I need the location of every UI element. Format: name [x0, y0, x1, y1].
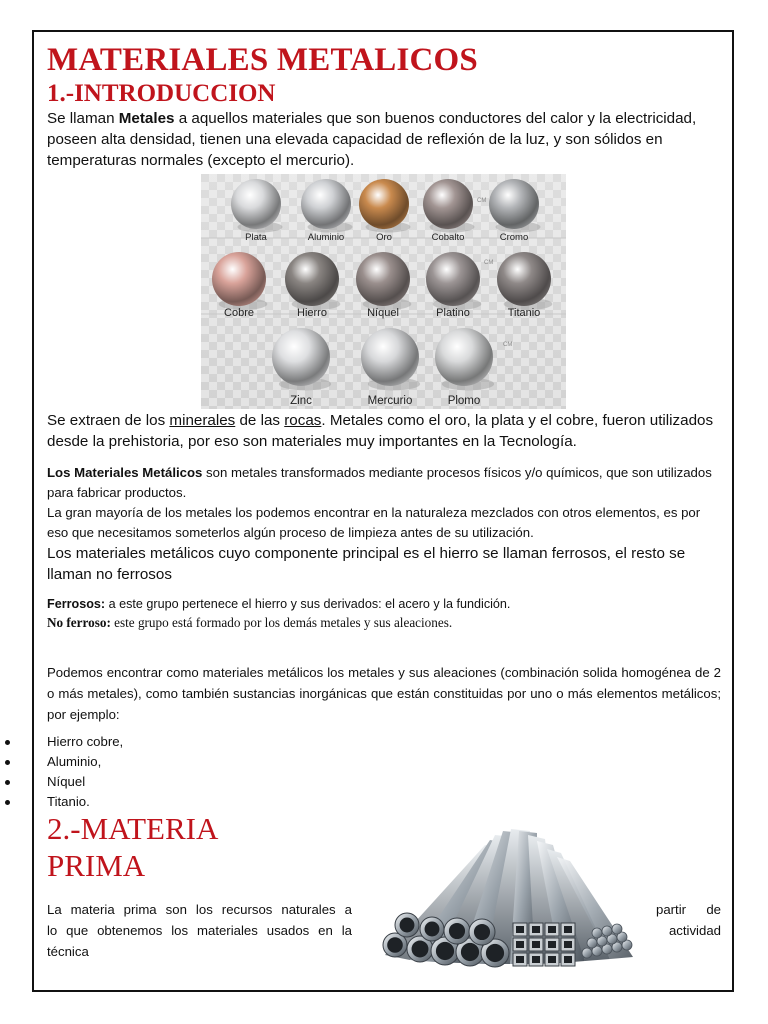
square-tube-hole: [564, 941, 572, 948]
materiales-paragraph: [47, 463, 722, 503]
bullet-icon: [5, 740, 10, 745]
bullet-icon: [5, 760, 10, 765]
metals-spheres-graphic: [201, 174, 566, 409]
text-line: partir de: [656, 902, 721, 917]
mayoria-paragraph: La gran mayoría de los metales los podemos encontrar en la naturaleza mezclados con otros elementos, es por eso que necesitamos someterlos algún proceso de limpieza antes de su utilización.: [47, 505, 701, 540]
rod-end: [582, 948, 592, 958]
metal-sphere: [272, 328, 330, 386]
materia-prima-left-text: [47, 899, 352, 962]
square-tube-hole: [548, 956, 556, 963]
pipe-hole: [474, 924, 490, 940]
pipe-hole: [412, 941, 429, 958]
pipe-hole: [387, 937, 403, 953]
section-heading-introduccion: 1.-INTRODUCCION: [47, 80, 276, 107]
heading-line: PRIMA: [47, 848, 146, 883]
square-tube-hole: [564, 926, 572, 933]
noferroso-text: este grupo está formado por los demás metales y sus aleaciones.: [110, 615, 453, 630]
pipe-hole: [425, 922, 440, 937]
metal-label: Oro: [376, 232, 392, 243]
document-title: MATERIALES METALICOS: [47, 42, 478, 78]
ferrosos-line: [47, 595, 722, 613]
metal-sphere: [356, 252, 410, 306]
metal-sphere: [212, 252, 266, 306]
extraction-paragraph: [47, 410, 727, 452]
pipe-hole: [436, 942, 454, 960]
metals-spheres-image: [201, 174, 566, 409]
rod-end: [587, 938, 597, 948]
list-item: [0, 752, 123, 772]
ferrosos-label: Ferrosos:: [47, 597, 106, 611]
metal-sphere: [359, 179, 409, 229]
pipe-hole: [486, 944, 504, 962]
cm-label: CM: [477, 198, 487, 204]
square-tube-hole: [516, 956, 524, 963]
rod-end: [602, 926, 612, 936]
ferrosos-text: a este grupo pertenece el hierro y sus derivados: el acero y la fundición.: [105, 597, 511, 611]
heading-line: 2.-MATERIA: [47, 811, 219, 846]
materiales-rest: son metales transformados mediante procesos físicos y/o químicos, que son utilizados para fabricar productos.: [47, 465, 712, 500]
rocas-link[interactable]: rocas: [284, 412, 322, 429]
metal-label: Platino: [436, 307, 470, 319]
metal-sphere: [301, 179, 351, 229]
metal-label: Hierro: [297, 307, 327, 319]
minerales-link[interactable]: minerales: [169, 412, 236, 429]
metal-sphere: [426, 252, 480, 306]
materiales-bold: Los Materiales Metálicos: [47, 465, 203, 480]
text-line: lo que obtenemos los materiales usados en la: [47, 923, 352, 938]
list-item-text: Aluminio,: [47, 754, 102, 769]
metal-sphere: [231, 179, 281, 229]
square-tube-hole: [516, 941, 524, 948]
metal-label: Níquel: [367, 307, 399, 319]
text-line: La materia prima son los recursos naturales a: [47, 902, 352, 917]
metal-sphere: [435, 328, 493, 386]
list-item: [0, 732, 123, 752]
steel-pipes-image: [365, 825, 647, 983]
section-heading-materia-prima: [47, 810, 218, 884]
metal-label: Plomo: [447, 395, 481, 407]
metal-label: Plata: [245, 232, 267, 243]
cm-label: CM: [503, 342, 513, 348]
bullet-icon: [5, 780, 10, 785]
text-line: actividad: [668, 923, 721, 938]
text-line: técnica: [47, 944, 89, 959]
rod-end: [612, 924, 622, 934]
metal-sphere: [361, 328, 419, 386]
list-item-text: Titanio.: [47, 794, 90, 809]
extract-t2: de las: [235, 412, 285, 429]
metal-examples-list: [0, 732, 123, 812]
pipe-hole: [461, 943, 479, 961]
metal-label: Titanio: [507, 307, 541, 319]
extract-t3: . Metales como el oro, la plata y el cobre, fueron utilizados desde la prehistoria, por eso son materiales muy importantes en la Tecnología.: [47, 412, 714, 450]
metal-label: Cobre: [224, 307, 254, 319]
square-tube-hole: [532, 926, 540, 933]
intro-paragraph: [47, 108, 727, 171]
square-tube-hole: [516, 926, 524, 933]
pipe-hole: [400, 918, 415, 933]
pipe-hole: [449, 923, 465, 939]
bullet-icon: [5, 800, 10, 805]
intro-bold-metales: Metales: [118, 110, 175, 127]
ferrosos-definition-paragraph: Los materiales metálicos cuyo componente principal es el hierro se llaman ferrosos, el resto se llaman no ferrosos: [47, 545, 686, 583]
list-item-text: Níquel: [47, 774, 86, 789]
metal-sphere: [497, 252, 551, 306]
square-tube-hole: [548, 941, 556, 948]
materia-prima-right-text: [656, 899, 721, 941]
cm-label: CM: [484, 260, 494, 266]
metal-label: Cobalto: [431, 232, 465, 243]
list-item-text: Hierro cobre,: [47, 734, 124, 749]
square-tube-hole: [532, 956, 540, 963]
list-item: [0, 772, 123, 792]
metal-sphere: [489, 179, 539, 229]
metal-label: Zinc: [290, 395, 312, 407]
intro-post: a aquellos materiales que son buenos conductores del calor y la electricidad, poseen alta densidad, tienen una elevada capacidad de reflexión de la luz, y son sólidos en temperaturas normales (excepto el mercurio).: [47, 110, 697, 169]
rod-end: [592, 928, 602, 938]
square-tube-hole: [564, 956, 572, 963]
metal-label: Aluminio: [307, 232, 345, 243]
metal-sphere: [285, 252, 339, 306]
steel-pipes-graphic: [365, 825, 647, 983]
intro-pre: Se llaman: [47, 110, 119, 127]
noferroso-line: [47, 614, 722, 632]
square-tube-hole: [532, 941, 540, 948]
extract-t1: Se extraen de los: [47, 412, 170, 429]
podemos-paragraph: Podemos encontrar como materiales metálicos los metales y sus aleaciones (combinación solida homogénea de 2 o más metales), como también sustancias inorgánicas que están constituidas por uno o más elementos metálicos; por ejemplo:: [47, 665, 721, 722]
noferroso-label: No ferroso:: [47, 615, 111, 630]
square-tube-hole: [548, 926, 556, 933]
metal-sphere: [423, 179, 473, 229]
list-item: [0, 792, 123, 812]
metal-label: Cromo: [499, 232, 529, 243]
metal-label: Mercurio: [367, 395, 413, 407]
